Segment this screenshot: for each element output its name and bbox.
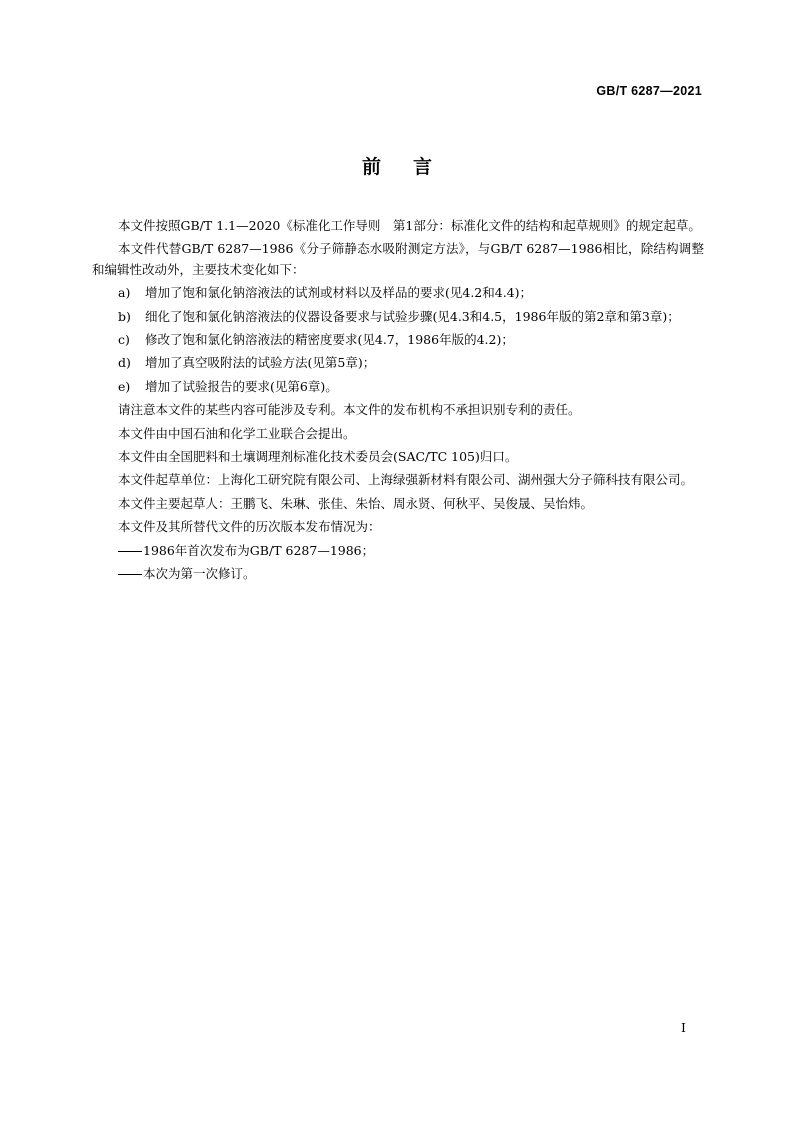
list-text: 增加了试验报告的要求(见第6章)。	[145, 378, 338, 394]
list-marker: a)	[118, 285, 131, 301]
list-text: 增加了饱和氯化钠溶液法的试剂或材料以及样品的要求(见4.2和4.4)；	[145, 285, 533, 301]
page-title: 前言	[361, 156, 464, 178]
list-item	[92, 330, 704, 350]
standard-code: GB/T 6287—2021	[596, 84, 702, 98]
list-item	[92, 307, 704, 327]
paragraph-committee: 本文件由全国肥料和土壤调理剂标准化技术委员会(SAC/TC 105)归口。	[118, 449, 518, 465]
paragraph-replacement: 本文件代替GB/T 6287—1986《分子筛静态水吸附测定方法》，与GB/T 6287—1986相比，除结构调整和编辑性改动外，主要技术变化如下：	[92, 241, 704, 277]
list-text: 修改了饱和氯化钠溶液法的精密度要求(见4.7，1986年版的4.2)；	[145, 332, 514, 348]
list-text: 增加了真空吸附法的试验方法(见第5章)；	[145, 355, 376, 371]
history-text: 1986年首次发布为GB/T 6287—1986；	[143, 542, 375, 558]
history-text: 本次为第一次修订。	[143, 566, 256, 582]
document-body	[92, 216, 704, 588]
list-item	[92, 377, 704, 397]
paragraph-history-intro: 本文件及其所替代文件的历次版本发布情况为：	[118, 519, 381, 535]
list-marker: d)	[118, 355, 131, 371]
dash-marker	[118, 551, 142, 552]
list-text: 细化了饱和氯化钠溶液法的仪器设备要求与试验步骤(见4.3和4.5，1986年版的第2章和第3章)；	[145, 308, 680, 324]
page-number: I	[681, 1020, 686, 1035]
history-item	[92, 564, 704, 584]
paragraph-patent-notice: 请注意本文件的某些内容可能涉及专利。本文件的发布机构不承担识别专利的责任。	[118, 402, 581, 418]
list-item	[92, 283, 704, 303]
list-marker: b)	[118, 308, 131, 324]
paragraph-drafting-units: 本文件起草单位：上海化工研究院有限公司、上海绿强新材料有限公司、湖州强大分子筛科技有限公司。	[118, 472, 694, 488]
list-marker: e)	[118, 378, 131, 394]
paragraph-drafters: 本文件主要起草人：王鹏飞、朱琳、张佳、朱怡、周永贤、何秋平、吴俊晟、吴怡炜。	[118, 495, 594, 511]
dash-marker	[118, 574, 142, 575]
paragraph-proposer: 本文件由中国石油和化学工业联合会提出。	[118, 425, 356, 441]
paragraph-drafting-rule: 本文件按照GB/T 1.1—2020《标准化工作导则 第1部分：标准化文件的结构和起草规则》的规定起草。	[118, 218, 701, 233]
list-item	[92, 353, 704, 373]
list-marker: c)	[118, 332, 130, 348]
history-item	[92, 541, 704, 561]
